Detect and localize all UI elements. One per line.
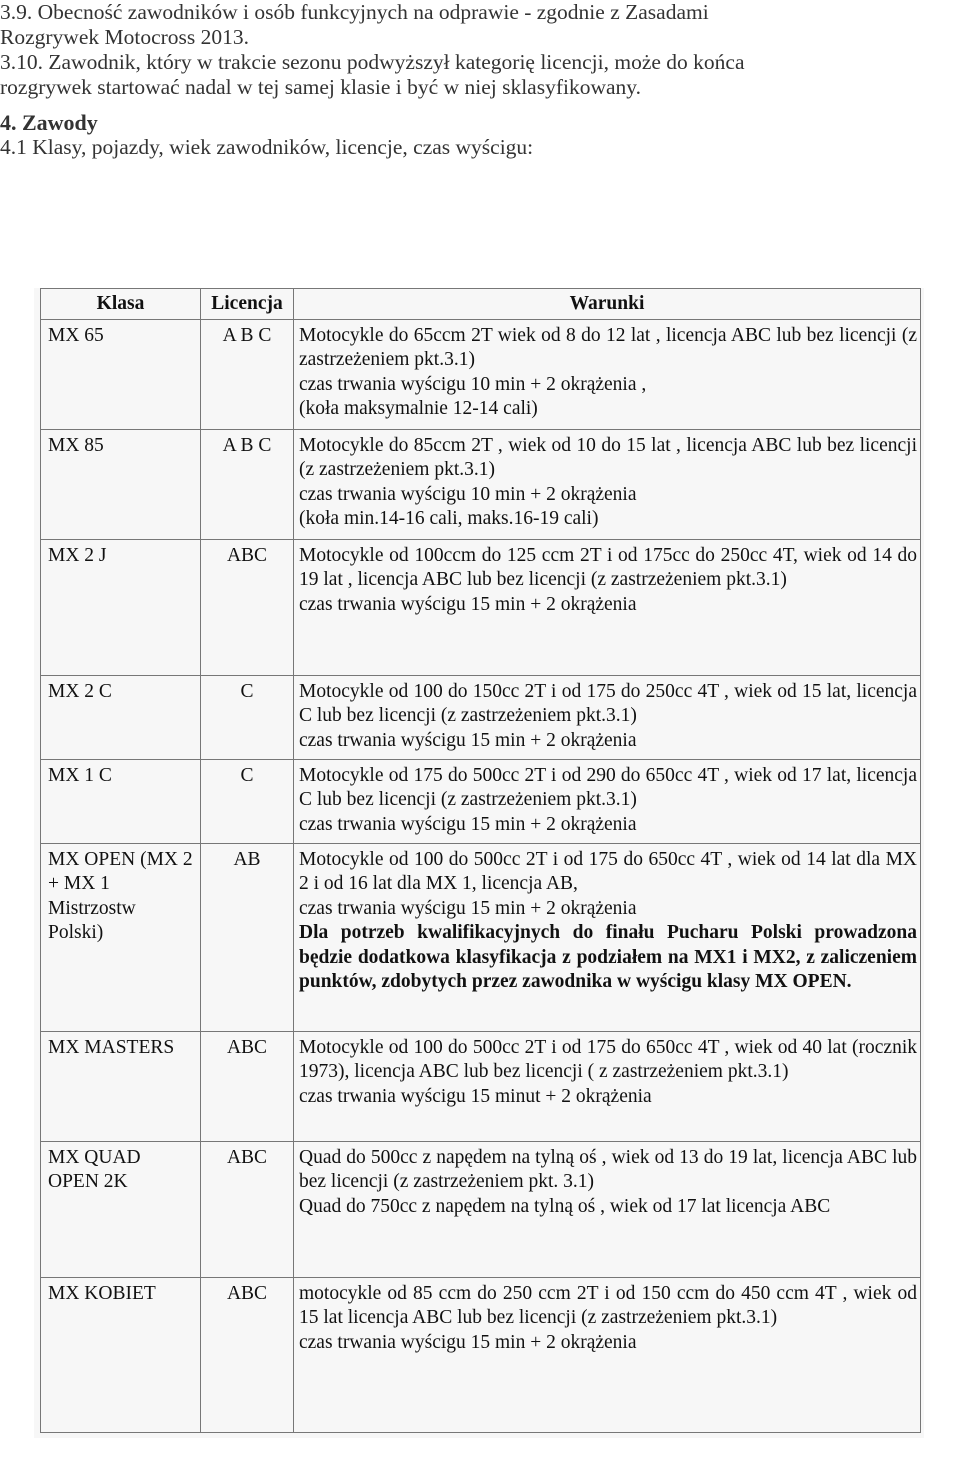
- warunki-line: (koła min.14-16 cali, maks.16-19 cali): [299, 508, 599, 530]
- cell-licencja: ABC: [201, 1142, 294, 1278]
- cell-klasa: MX 85: [41, 430, 201, 540]
- warunki-line: Quad do 500cc z napędem na tylną oś , wiek od 13 do 19 lat, licencja ABC lub bez licencji (z zastrzeżeniem pkt. 3.1): [299, 1147, 917, 1193]
- cell-licencja: A B C: [201, 320, 294, 430]
- cell-klasa: MX QUAD OPEN 2K: [41, 1142, 201, 1278]
- cell-licencja: C: [201, 676, 294, 760]
- cell-klasa: MX KOBIET: [41, 1278, 201, 1433]
- cell-klasa: MX 2 C: [41, 676, 201, 760]
- warunki-line: Motocykle do 65ccm 2T wiek od 8 do 12 lat , licencja ABC lub bez licencji (z zastrzeżeniem pkt.3.1): [299, 325, 917, 371]
- table-row: [41, 760, 921, 844]
- warunki-line: czas trwania wyścigu 15 min + 2 okrążenia: [299, 897, 637, 919]
- warunki-line: Motocykle od 175 do 500cc 2T i od 290 do 650cc 4T , wiek od 17 lat, licencja C lub bez licencji (z zastrzeżeniem pkt.3.1): [299, 765, 917, 811]
- cell-warunki: [294, 540, 921, 676]
- table-header-row: [41, 289, 921, 320]
- cell-warunki: [294, 760, 921, 844]
- warunki-line: czas trwania wyścigu 15 min + 2 okrążenia: [299, 1331, 637, 1353]
- cell-warunki: [294, 1032, 921, 1142]
- cell-licencja: ABC: [201, 1032, 294, 1142]
- table-row: [41, 1142, 921, 1278]
- table-row: [41, 540, 921, 676]
- warunki-line: Motocykle od 100 do 150cc 2T i od 175 do 250cc 4T , wiek od 15 lat, licencja C lub bez licencji (z zastrzeżeniem pkt.3.1): [299, 681, 917, 727]
- intro-line-3-9-cont: Rozgrywek Motocross 2013.: [0, 25, 250, 49]
- table-row: [41, 1278, 921, 1433]
- warunki-line: czas trwania wyścigu 10 min + 2 okrążenia ,: [299, 373, 647, 395]
- intro-line-3-9: 3.9. Obecność zawodników i osób funkcyjnych na odprawie - zgodnie z Zasadami: [0, 0, 709, 24]
- table-row: [41, 844, 921, 1032]
- intro-line-3-10-cont: rozgrywek startować nadal w tej samej klasie i być w niej sklasyfikowany.: [0, 75, 642, 99]
- warunki-line: Motocykle od 100 do 500cc 2T i od 175 do 650cc 4T , wiek od 14 lat dla MX 2 i od 16 lat dla MX 1, licencja AB,: [299, 849, 917, 895]
- warunki-line: czas trwania wyścigu 15 min + 2 okrążenia: [299, 593, 637, 615]
- intro-line-3-10: 3.10. Zawodnik, który w trakcie sezonu podwyższył kategorię licencji, może do końca: [0, 50, 745, 74]
- table-row: [41, 430, 921, 540]
- cell-licencja: ABC: [201, 540, 294, 676]
- cell-klasa: MX 1 C: [41, 760, 201, 844]
- warunki-line: (koła maksymalnie 12-14 cali): [299, 398, 538, 420]
- cell-licencja: C: [201, 760, 294, 844]
- cell-licencja: ABC: [201, 1278, 294, 1433]
- cell-licencja: A B C: [201, 430, 294, 540]
- cell-warunki: [294, 844, 921, 1032]
- cell-klasa: MX OPEN (MX 2 + MX 1 Mistrzostw Polski): [41, 844, 201, 1032]
- cell-warunki: [294, 320, 921, 430]
- cell-klasa: MX MASTERS: [41, 1032, 201, 1142]
- cell-warunki: [294, 676, 921, 760]
- header-warunki: Warunki: [294, 289, 921, 320]
- warunki-bold-note: Dla potrzeb kwalifikacyjnych do finału Pucharu Polski prowadzona będzie dodatkowa klasyfikacja z podziałem na MX1 i MX2, z zaliczeniem punktów, zdobytych przez zawodnika w wyścigu klasy MX OPEN.: [299, 922, 917, 993]
- subsection-title: 4.1 Klasy, pojazdy, wiek zawodników, licencje, czas wyścigu:: [0, 135, 534, 159]
- cell-klasa: MX 2 J: [41, 540, 201, 676]
- warunki-line: Quad do 750cc z napędem na tylną oś , wiek od 17 lat licencja ABC: [299, 1195, 831, 1217]
- table-row: [41, 1032, 921, 1142]
- warunki-line: Motocykle od 100 do 500cc 2T i od 175 do 650cc 4T , wiek od 40 lat (rocznik 1973), licencja ABC lub bez licencji ( z zastrzeżeniem pkt.3.1): [299, 1037, 917, 1083]
- cell-warunki: [294, 1142, 921, 1278]
- cell-klasa: MX 65: [41, 320, 201, 430]
- section-title: 4. Zawody: [0, 110, 98, 135]
- cell-licencja: AB: [201, 844, 294, 1032]
- warunki-line: czas trwania wyścigu 10 min + 2 okrążenia: [299, 483, 637, 505]
- table-row: [41, 676, 921, 760]
- classes-table: [40, 288, 921, 1433]
- cell-warunki: [294, 430, 921, 540]
- cell-warunki: [294, 1278, 921, 1433]
- warunki-line: czas trwania wyścigu 15 min + 2 okrążenia: [299, 813, 637, 835]
- warunki-line: czas trwania wyścigu 15 minut + 2 okrążenia: [299, 1085, 652, 1107]
- header-klasa: Klasa: [41, 289, 201, 320]
- warunki-line: czas trwania wyścigu 15 min + 2 okrążenia: [299, 729, 637, 751]
- table-row: [41, 320, 921, 430]
- warunki-line: Motocykle do 85ccm 2T , wiek od 10 do 15 lat , licencja ABC lub bez licencji (z zastrzeżeniem pkt.3.1): [299, 435, 917, 481]
- header-licencja: Licencja: [201, 289, 294, 320]
- warunki-line: motocykle od 85 ccm do 250 ccm 2T i od 150 ccm do 450 ccm 4T , wiek od 15 lat licencja ABC lub bez licencji (z zastrzeżeniem pkt.3.1): [299, 1283, 917, 1329]
- intro-text: [0, 0, 960, 160]
- warunki-line: Motocykle od 100ccm do 125 ccm 2T i od 175cc do 250cc 4T, wiek od 14 do 19 lat , licencja ABC lub bez licencji (z zastrzeżeniem pkt.3.1): [299, 545, 917, 591]
